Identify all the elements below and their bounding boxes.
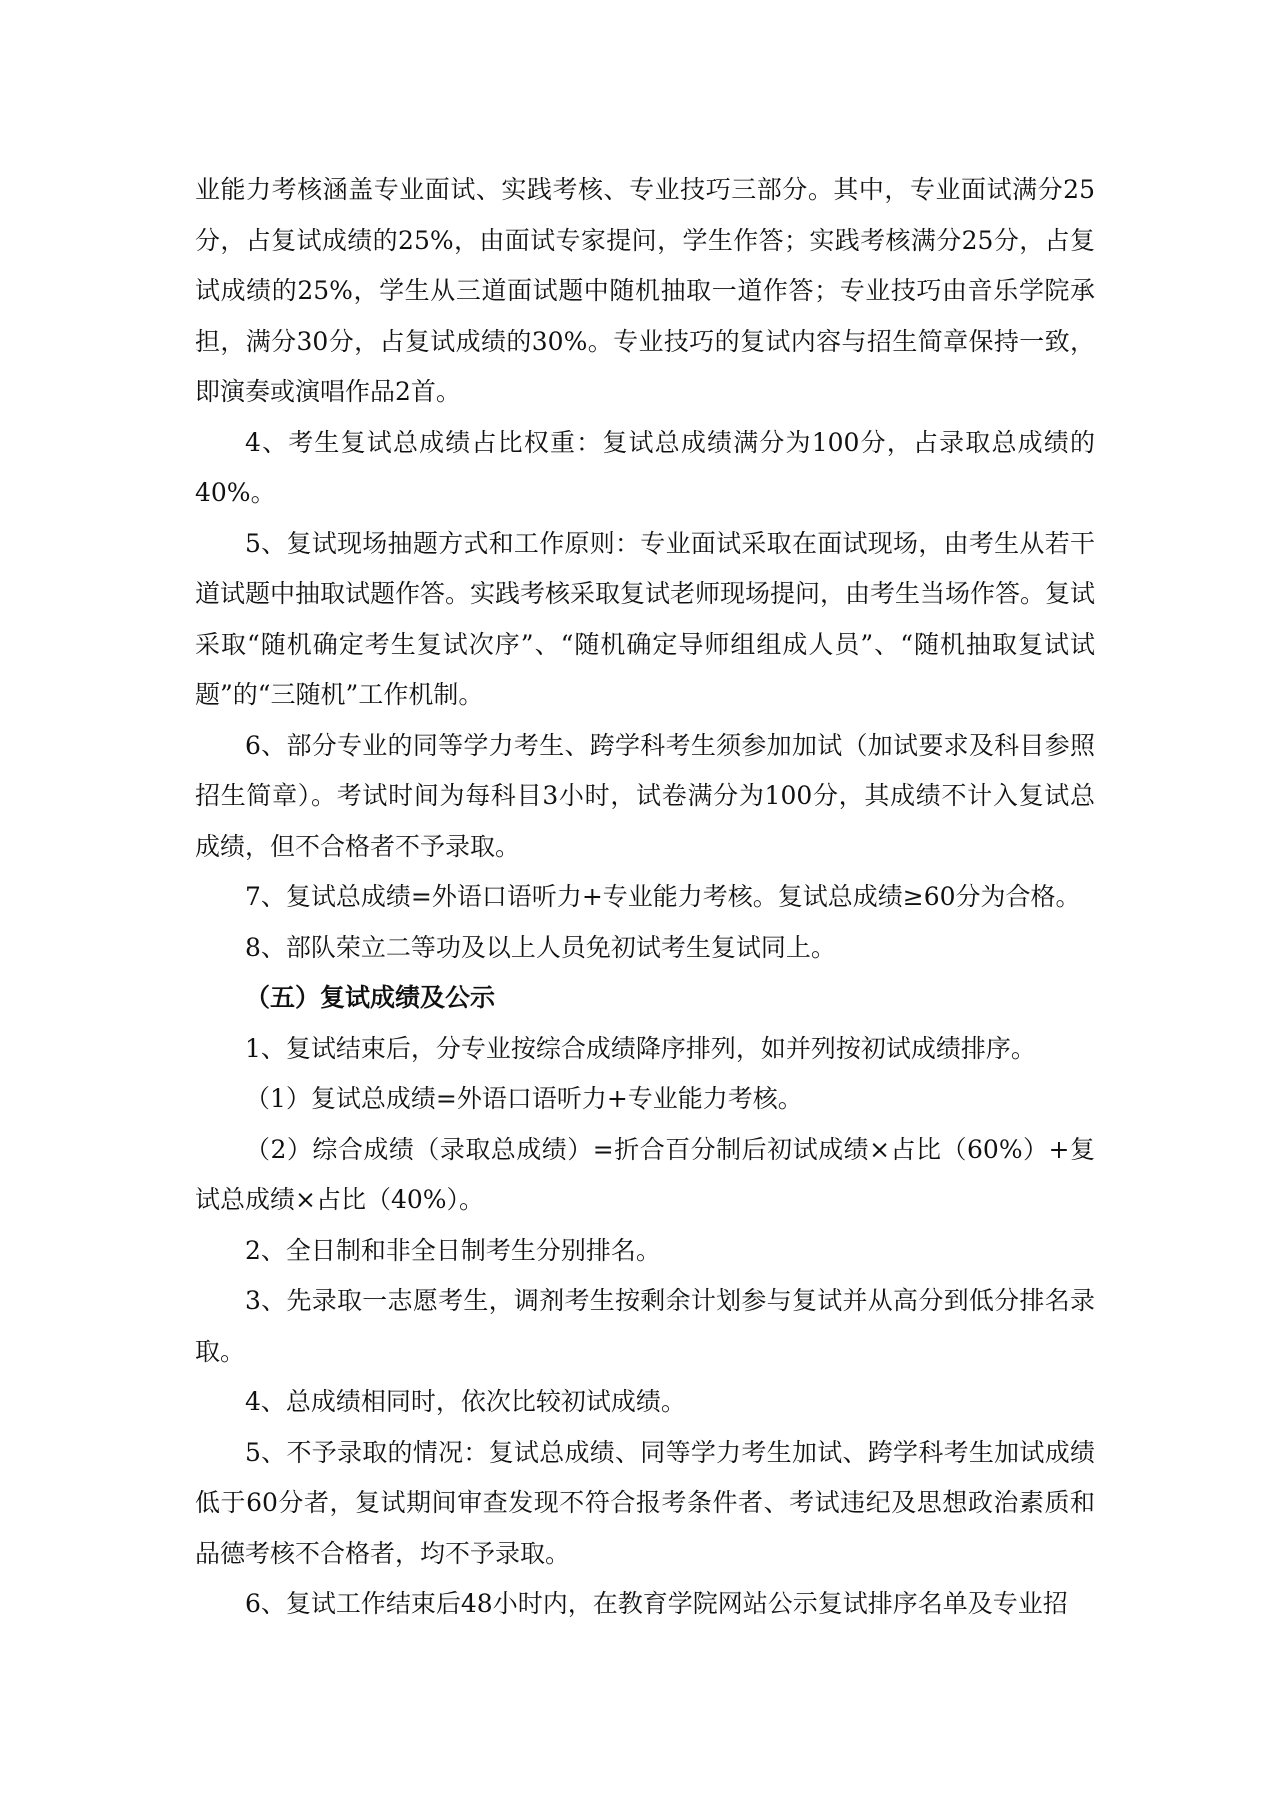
paragraph-item-2: 2、全日制和非全日制考生分别排名。 [245, 1235, 661, 1265]
paragraph-item-8: 8、部队荣立二等功及以上人员免初试考生复试同上。 [245, 932, 836, 962]
paragraph-subitem-1: （1）复试总成绩=外语口语听力+专业能力考核。 [245, 1084, 803, 1113]
paragraph-item-4b: 4、总成绩相同时，依次比较初试成绩。 [245, 1387, 686, 1416]
paragraph-continuation: 业能力考核涵盖专业面试、实践考核、专业技巧三部分。其中，专业面试满分25分，占复试成绩的25%，由面试专家提问，学生作答；实践考核满分25分，占复试成绩的25%，学生从三道面试题中随机抽取一道作答；专业技巧由音乐学院承担，满分30分，占复试成绩的30%。专业技巧的复试内容与招生简章保持一致，即演奏或演唱作品2首。 [195, 175, 1095, 406]
paragraph-item-5b: 5、不予录取的情况：复试总成绩、同等学力考生加试、跨学科考生加试成绩低于60分者，复试期间审查发现不符合报考条件者、考试违纪及思想政治素质和品德考核不合格者，均不予录取。 [195, 1437, 1095, 1568]
section-heading: （五）复试成绩及公示 [245, 983, 496, 1012]
paragraph-item-6b: 6、复试工作结束后48小时内，在教育学院网站公示复试排序名单及专业招 [245, 1589, 1068, 1618]
paragraph-item-6: 6、部分专业的同等学力考生、跨学科考生须参加加试（加试要求及科目参照招生简章）。考试时间为每科目3小时，试卷满分为100分，其成绩不计入复试总成绩，但不合格者不予录取。 [195, 730, 1095, 861]
paragraph-item-1: 1、复试结束后，分专业按综合成绩降序排列，如并列按初试成绩排序。 [245, 1033, 1036, 1063]
paragraph-item-5: 5、复试现场抽题方式和工作原则：专业面试采取在面试现场，由考生从若干道试题中抽取试题作答。实践考核采取复试老师现场提问，由考生当场作答。复试采取“随机确定考生复试次序”、“随机确定导师组组成人员”、“随机抽取复试试题”的“三随机”工作机制。 [195, 528, 1096, 709]
paragraph-item-7: 7、复试总成绩=外语口语听力+专业能力考核。复试总成绩≥60分为合格。 [245, 882, 1081, 911]
document-body [195, 165, 1095, 1630]
paragraph-item-3: 3、先录取一志愿考生，调剂考生按剩余计划参与复试并从高分到低分排名录取。 [195, 1286, 1095, 1366]
paragraph-item-4: 4、考生复试总成绩占比权重：复试总成绩满分为100分，占录取总成绩的40%。 [195, 427, 1095, 507]
paragraph-subitem-2: （2）综合成绩（录取总成绩）=折合百分制后初试成绩×占比（60%）+复试总成绩×占比（40%）。 [195, 1134, 1095, 1214]
